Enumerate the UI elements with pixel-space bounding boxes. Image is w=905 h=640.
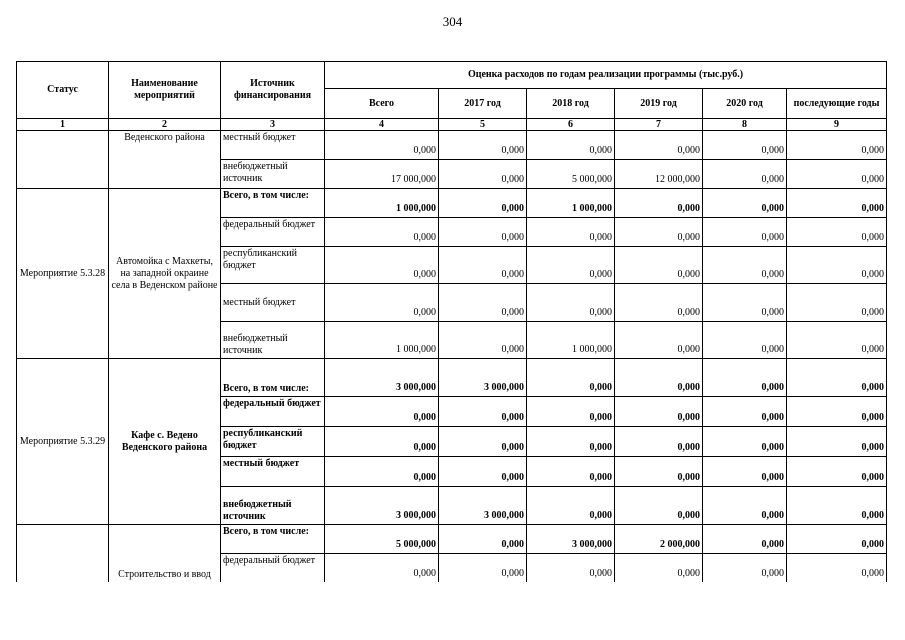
value-cell: 0,000 [787,525,887,554]
header-2017: 2017 год [439,89,527,119]
value-cell: 0,000 [439,284,527,322]
value-cell: 0,000 [787,131,887,160]
event-name: Кафе с. Ведено Веденского района [109,359,221,525]
value-cell: 0,000 [439,397,527,427]
value-cell: 0,000 [615,284,703,322]
value-cell: 0,000 [703,487,787,525]
value-cell: 0,000 [325,554,439,582]
header-source: Источник финансирования [221,62,325,119]
source-cell: федеральный бюджет [221,554,325,582]
table-row [17,131,887,160]
value-cell: 0,000 [527,247,615,284]
status-cell: Мероприятие 5.3.28 [17,189,109,359]
status-cell [17,525,109,582]
event-name: Строительство и ввод [109,525,221,582]
value-cell: 0,000 [527,427,615,457]
source-cell: местный бюджет [221,457,325,487]
page-number: 304 [442,14,463,29]
value-cell: 0,000 [703,322,787,359]
value-cell: 0,000 [615,457,703,487]
source-cell: федеральный бюджет [221,218,325,247]
col-number: 3 [221,119,325,131]
value-cell: 0,000 [439,247,527,284]
value-cell: 0,000 [787,322,887,359]
value-cell: 0,000 [703,247,787,284]
value-cell: 0,000 [527,554,615,582]
value-cell: 0,000 [703,131,787,160]
value-cell: 0,000 [615,427,703,457]
value-cell: 0,000 [703,525,787,554]
header-2019: 2019 год [615,89,703,119]
value-cell: 0,000 [787,427,887,457]
col-number: 2 [109,119,221,131]
value-cell: 0,000 [527,218,615,247]
value-cell: 0,000 [439,160,527,189]
value-cell: 2 000,000 [615,525,703,554]
header-estimate: Оценка расходов по годам реализации программы (тыс.руб.) [325,62,887,89]
value-cell: 0,000 [703,427,787,457]
col-number: 5 [439,119,527,131]
header-status: Статус [17,62,109,119]
value-cell: 0,000 [703,189,787,218]
value-cell: 0,000 [325,247,439,284]
table-row [17,359,887,397]
value-cell: 0,000 [615,131,703,160]
value-cell: 0,000 [787,457,887,487]
budget-table [16,61,887,582]
header-2018: 2018 год [527,89,615,119]
header-later: последующие годы [787,89,887,119]
source-cell: Всего, в том числе: [221,189,325,218]
value-cell: 0,000 [439,457,527,487]
table-row [17,525,887,554]
source-cell: внебюджетный источник [221,160,325,189]
value-cell: 0,000 [615,554,703,582]
value-cell: 0,000 [527,284,615,322]
value-cell: 0,000 [615,189,703,218]
col-number: 9 [787,119,887,131]
value-cell: 5 000,000 [325,525,439,554]
value-cell: 0,000 [787,359,887,397]
source-cell: местный бюджет [221,284,325,322]
value-cell: 0,000 [787,487,887,525]
header-name: Наименование мероприятий [109,62,221,119]
header-total: Всего [325,89,439,119]
value-cell: 0,000 [703,218,787,247]
value-cell: 3 000,000 [325,359,439,397]
event-name: Автомойка с Махкеты, на западной окраине села в Веденском районе [109,189,221,359]
value-cell: 0,000 [527,131,615,160]
col-number: 8 [703,119,787,131]
value-cell: 0,000 [787,397,887,427]
value-cell: 0,000 [787,160,887,189]
source-cell: федеральный бюджет [221,397,325,427]
value-cell: 0,000 [325,457,439,487]
value-cell: 0,000 [527,359,615,397]
value-cell: 0,000 [325,427,439,457]
source-cell: Всего, в том числе: [221,359,325,397]
col-number: 1 [17,119,109,131]
value-cell: 0,000 [615,397,703,427]
value-cell: 0,000 [439,189,527,218]
value-cell: 0,000 [615,487,703,525]
value-cell: 12 000,000 [615,160,703,189]
value-cell: 0,000 [527,397,615,427]
value-cell: 0,000 [703,160,787,189]
value-cell: 0,000 [439,427,527,457]
value-cell: 0,000 [439,131,527,160]
source-cell: внебюджетный источник [221,322,325,359]
table-row [17,189,887,218]
value-cell: 0,000 [787,284,887,322]
value-cell: 17 000,000 [325,160,439,189]
value-cell: 0,000 [615,322,703,359]
header-2020: 2020 год [703,89,787,119]
status-cell: Мероприятие 5.3.29 [17,359,109,525]
value-cell: 3 000,000 [325,487,439,525]
value-cell: 1 000,000 [325,322,439,359]
value-cell: 0,000 [439,218,527,247]
value-cell: 0,000 [439,525,527,554]
source-cell: Всего, в том числе: [221,525,325,554]
value-cell: 5 000,000 [527,160,615,189]
value-cell: 0,000 [325,218,439,247]
value-cell: 0,000 [703,397,787,427]
value-cell: 1 000,000 [527,322,615,359]
value-cell: 0,000 [325,397,439,427]
value-cell: 0,000 [325,131,439,160]
value-cell: 0,000 [703,284,787,322]
value-cell: 1 000,000 [325,189,439,218]
value-cell: 0,000 [325,284,439,322]
value-cell: 0,000 [527,487,615,525]
value-cell: 0,000 [787,189,887,218]
value-cell: 1 000,000 [527,189,615,218]
value-cell: 0,000 [703,359,787,397]
event-name: Веденского района [109,131,221,189]
value-cell: 0,000 [703,457,787,487]
source-cell: внебюджетный источник [221,487,325,525]
value-cell: 0,000 [615,359,703,397]
source-cell: местный бюджет [221,131,325,160]
value-cell: 0,000 [703,554,787,582]
value-cell: 0,000 [527,457,615,487]
value-cell: 0,000 [787,554,887,582]
value-cell: 0,000 [615,247,703,284]
value-cell: 3 000,000 [527,525,615,554]
value-cell: 3 000,000 [439,359,527,397]
value-cell: 0,000 [615,218,703,247]
value-cell: 0,000 [439,554,527,582]
value-cell: 3 000,000 [439,487,527,525]
status-cell [17,131,109,189]
col-number: 7 [615,119,703,131]
value-cell: 0,000 [787,218,887,247]
value-cell: 0,000 [439,322,527,359]
col-number: 4 [325,119,439,131]
source-cell: республиканский бюджет [221,427,325,457]
value-cell: 0,000 [787,247,887,284]
source-cell: республиканский бюджет [221,247,325,284]
column-numbers-row [17,119,887,131]
col-number: 6 [527,119,615,131]
